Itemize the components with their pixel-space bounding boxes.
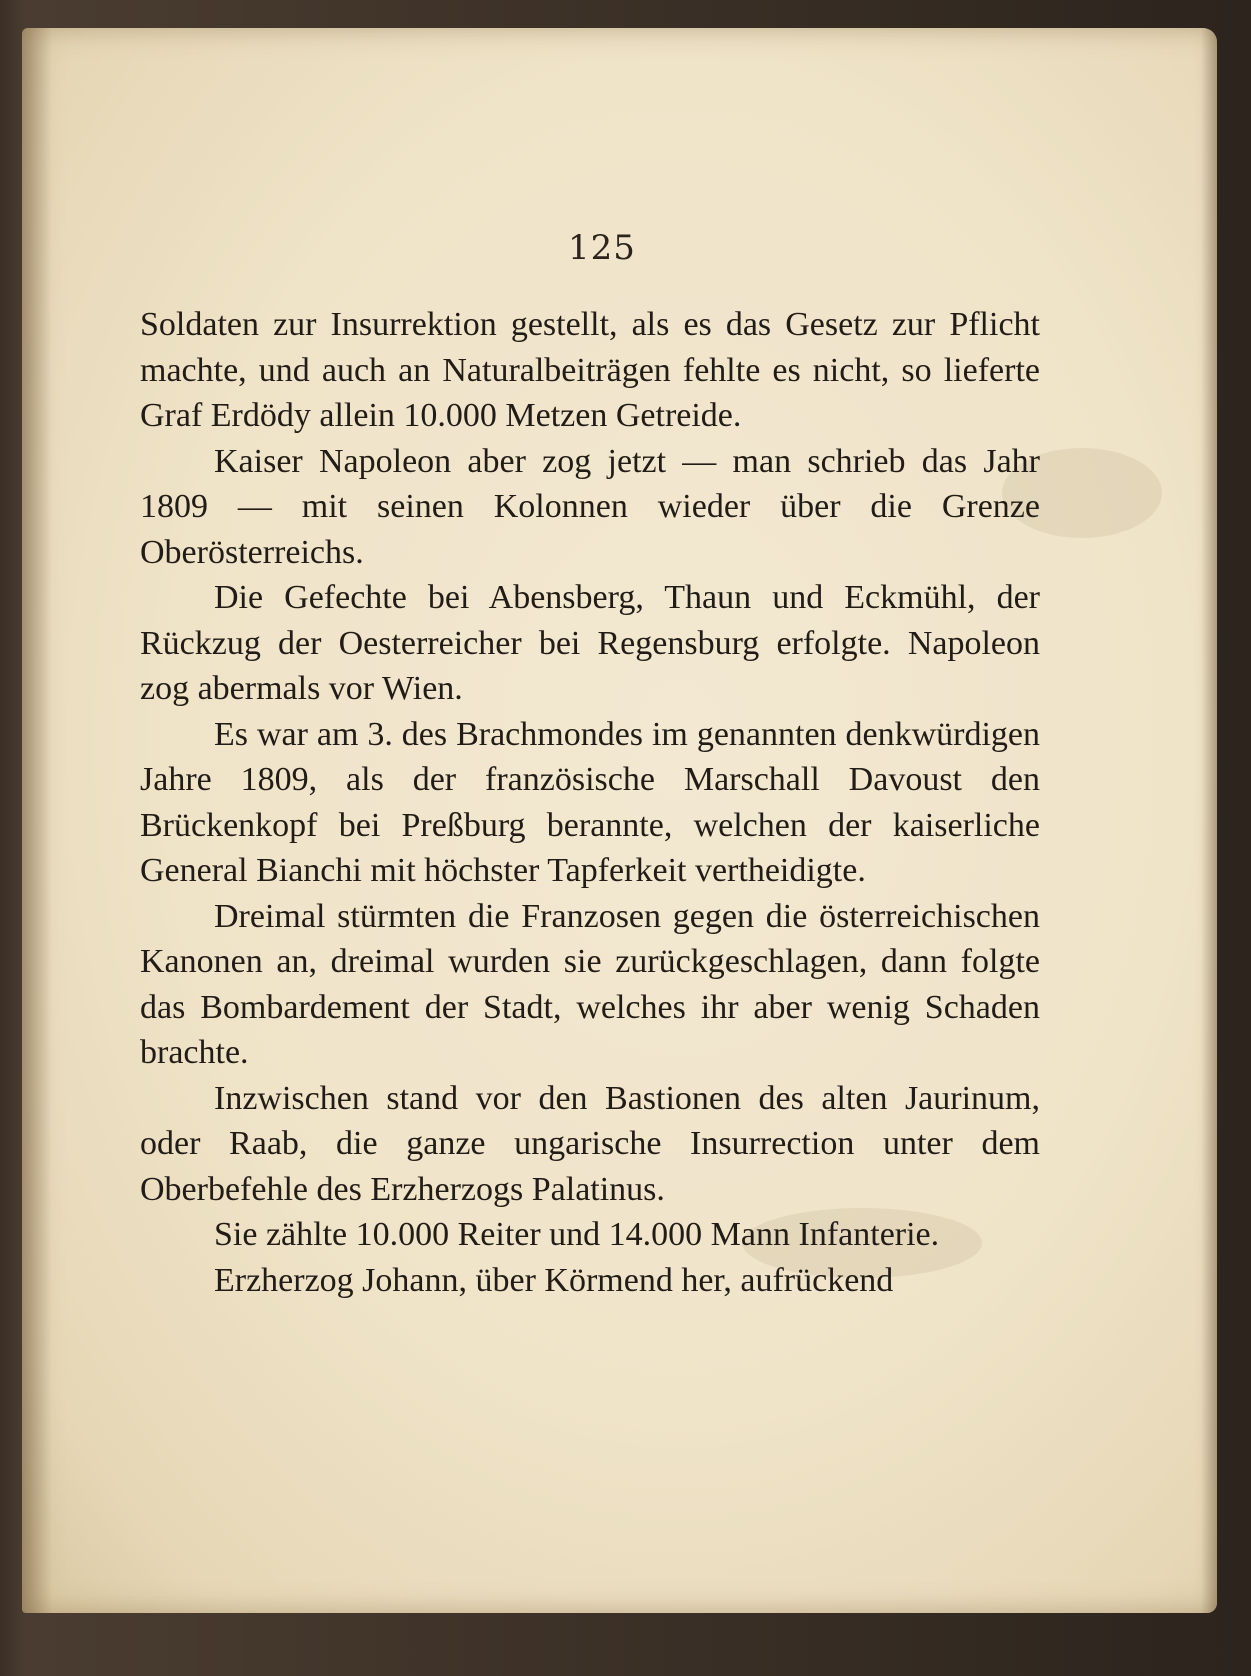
paragraph: Dreimal stürmten die Franzosen gegen die österreichischen Kanonen an, dreimal wurden sie zurückgeschlagen, dann folgte das Bombardement der Stadt, welches ihr aber wenig Schaden brachte. [140,897,1040,1071]
paragraph: Soldaten zur Insurrektion gestellt, als es das Gesetz zur Pflicht machte, und auch an Naturalbeiträgen fehlte es nicht, so lieferte Graf Erdödy allein 10.000 Metzen Getreide. [140,306,1040,434]
paragraph: Kaiser Napoleon aber zog jetzt — man schrieb das Jahr 1809 — mit seinen Kolonnen wieder über die Grenze Oberösterreichs. [140,442,1040,571]
paragraph: Sie zählte 10.000 Reiter und 14.000 Mann Infanterie. [214,1216,940,1253]
paragraph: Die Gefechte bei Abensberg, Thaun und Eckmühl, der Rückzug der Oesterreicher bei Regensburg erfolgte. Napoleon zog abermals vor Wien. [140,579,1040,707]
page-number: 125 [568,228,636,268]
paragraph: Erzherzog Johann, über Körmend her, aufrückend [214,1261,894,1299]
page-edge [1201,28,1217,1613]
paragraph: Es war am 3. des Brachmondes im genannten denkwürdigen Jahre 1809, als der französische Marschall Davoust den Brückenkopf bei Preßburg berannte, welchen der kaiserliche General Bianchi mit höchster Tapferkeit vertheidigte. [140,715,1040,889]
body-text [140,302,1040,1303]
book-page [22,28,1217,1613]
paragraph: Inzwischen stand vor den Bastionen des alten Jaurinum, oder Raab, die ganze ungarische Insurrection unter dem Oberbefehle des Erzherzogs Palatinus. [140,1079,1040,1208]
